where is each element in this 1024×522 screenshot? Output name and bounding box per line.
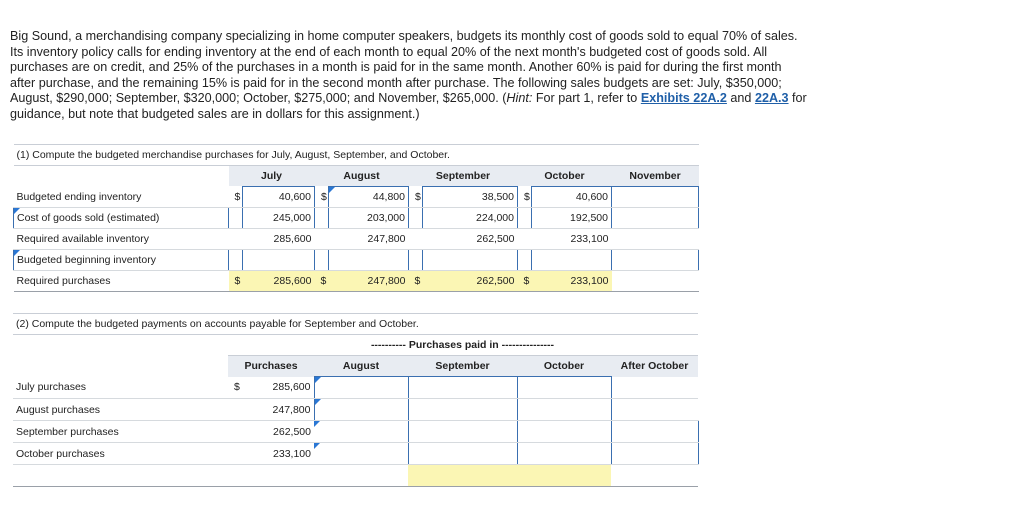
header-october: October [517, 356, 611, 377]
header-august: August [314, 356, 408, 377]
october-paid-after-october[interactable] [611, 443, 698, 465]
october-total-payments [517, 465, 611, 487]
october-required-purchases: 233,100 [532, 271, 612, 292]
dollar-sign: $ [315, 271, 329, 292]
header-november: November [612, 166, 699, 187]
header-july: July [229, 166, 315, 187]
hint-label: Hint: [506, 91, 533, 105]
problem-part2: For part 1, refer to [532, 91, 641, 105]
header-september: September [409, 166, 518, 187]
october-paid-august [314, 443, 408, 465]
october-cogs[interactable]: 192,500 [532, 208, 612, 229]
july-required-purchases: 285,600 [243, 271, 315, 292]
row-label-july-purchases: July purchases [13, 377, 228, 399]
october-paid-october[interactable] [517, 443, 611, 465]
october-purchases-amount: 233,100 [242, 443, 314, 465]
problem-and: and [726, 91, 755, 105]
september-paid-october[interactable] [517, 421, 611, 443]
august-paid-september[interactable] [408, 399, 517, 421]
november-beginning-inventory[interactable] [612, 250, 699, 271]
september-paid-september[interactable] [408, 421, 517, 443]
dollar-sign: $ [228, 377, 242, 399]
october-ending-inventory[interactable]: 40,600 [532, 187, 612, 208]
july-paid-october[interactable] [517, 377, 611, 399]
july-paid-august[interactable] [314, 377, 408, 399]
problem-part3: for guidance, but note that budgeted sales are in dollars for this assignment.) [10, 91, 807, 121]
problem-text [10, 29, 810, 122]
header-august: August [315, 166, 409, 187]
row-label-october-purchases: October purchases [13, 443, 228, 465]
july-beginning-inventory[interactable] [243, 250, 315, 271]
september-paid-august [314, 421, 408, 443]
september-required-purchases: 262,500 [423, 271, 518, 292]
july-paid-september[interactable] [408, 377, 517, 399]
september-purchases-amount: 262,500 [242, 421, 314, 443]
october-beginning-inventory[interactable] [532, 250, 612, 271]
october-required-available: 233,100 [532, 229, 612, 250]
july-purchases-amount: 285,600 [242, 377, 314, 399]
dollar-sign: $ [518, 187, 532, 208]
july-cogs[interactable]: 245,000 [243, 208, 315, 229]
august-cogs[interactable]: 203,000 [329, 208, 409, 229]
row-label-beginning-inventory[interactable]: Budgeted beginning inventory [14, 250, 229, 271]
august-paid-august[interactable] [314, 399, 408, 421]
dollar-sign: $ [229, 187, 243, 208]
row-label-required-available: Required available inventory [14, 229, 229, 250]
july-required-available: 285,600 [243, 229, 315, 250]
october-paid-september[interactable] [408, 443, 517, 465]
exhibit-link-22a3[interactable]: 22A.3 [754, 91, 789, 105]
september-cogs[interactable]: 224,000 [423, 208, 518, 229]
august-paid-october[interactable] [517, 399, 611, 421]
row-label-august-purchases: August purchases [13, 399, 228, 421]
september-ending-inventory[interactable]: 38,500 [423, 187, 518, 208]
row-label-required-purchases: Required purchases [14, 271, 229, 292]
september-beginning-inventory[interactable] [423, 250, 518, 271]
purchases-paid-in-header: ---------- Purchases paid in --------------- [314, 335, 611, 356]
dollar-sign: $ [315, 187, 329, 208]
july-ending-inventory[interactable]: 40,600 [243, 187, 315, 208]
september-total-payments [408, 465, 517, 487]
august-required-available: 247,800 [329, 229, 409, 250]
august-purchases-amount: 247,800 [242, 399, 314, 421]
dollar-sign: $ [409, 271, 423, 292]
august-beginning-inventory[interactable] [329, 250, 409, 271]
november-cogs[interactable] [612, 208, 699, 229]
dollar-sign: $ [518, 271, 532, 292]
dollar-sign: $ [409, 187, 423, 208]
header-purchases: Purchases [228, 356, 314, 377]
header-after-october: After October [611, 356, 698, 377]
table2-title: (2) Compute the budgeted payments on accounts payable for September and October. [13, 314, 698, 335]
row-label-ending-inventory: Budgeted ending inventory [14, 187, 229, 208]
header-september: September [408, 356, 517, 377]
payments-table [13, 313, 699, 487]
august-required-purchases: 247,800 [329, 271, 409, 292]
row-label-cogs[interactable]: Cost of goods sold (estimated) [14, 208, 229, 229]
november-ending-inventory[interactable] [612, 187, 699, 208]
purchases-budget-table [13, 144, 699, 292]
exhibit-link-22a2[interactable]: Exhibits 22A.2 [640, 91, 727, 105]
dollar-sign: $ [229, 271, 243, 292]
september-paid-after-october[interactable] [611, 421, 698, 443]
header-october: October [518, 166, 612, 187]
september-required-available: 262,500 [423, 229, 518, 250]
table1-title: (1) Compute the budgeted merchandise purchases for July, August, September, and October. [14, 145, 699, 166]
august-ending-inventory[interactable]: 44,800 [329, 187, 409, 208]
problem-part1: Big Sound, a merchandising company specializing in home computer speakers, budgets its monthly cost of goods sold to equal 70% of sales. Its inventory policy calls for ending inventory at the end of each month to equal 20% of the next month's budgeted cost of goods sold. All purchases are on credit, and 25% of the purchases in a month is paid for in the same month. Another 60% is paid for during the first month after purchase, and the remaining 15% is paid for in the second month after purchase. The following sales budgets are set: July, $350,000; August, $290,000; September, $320,000; October, $275,000; and November, $265,000. ( [10, 29, 798, 105]
row-label-september-purchases: September purchases [13, 421, 228, 443]
